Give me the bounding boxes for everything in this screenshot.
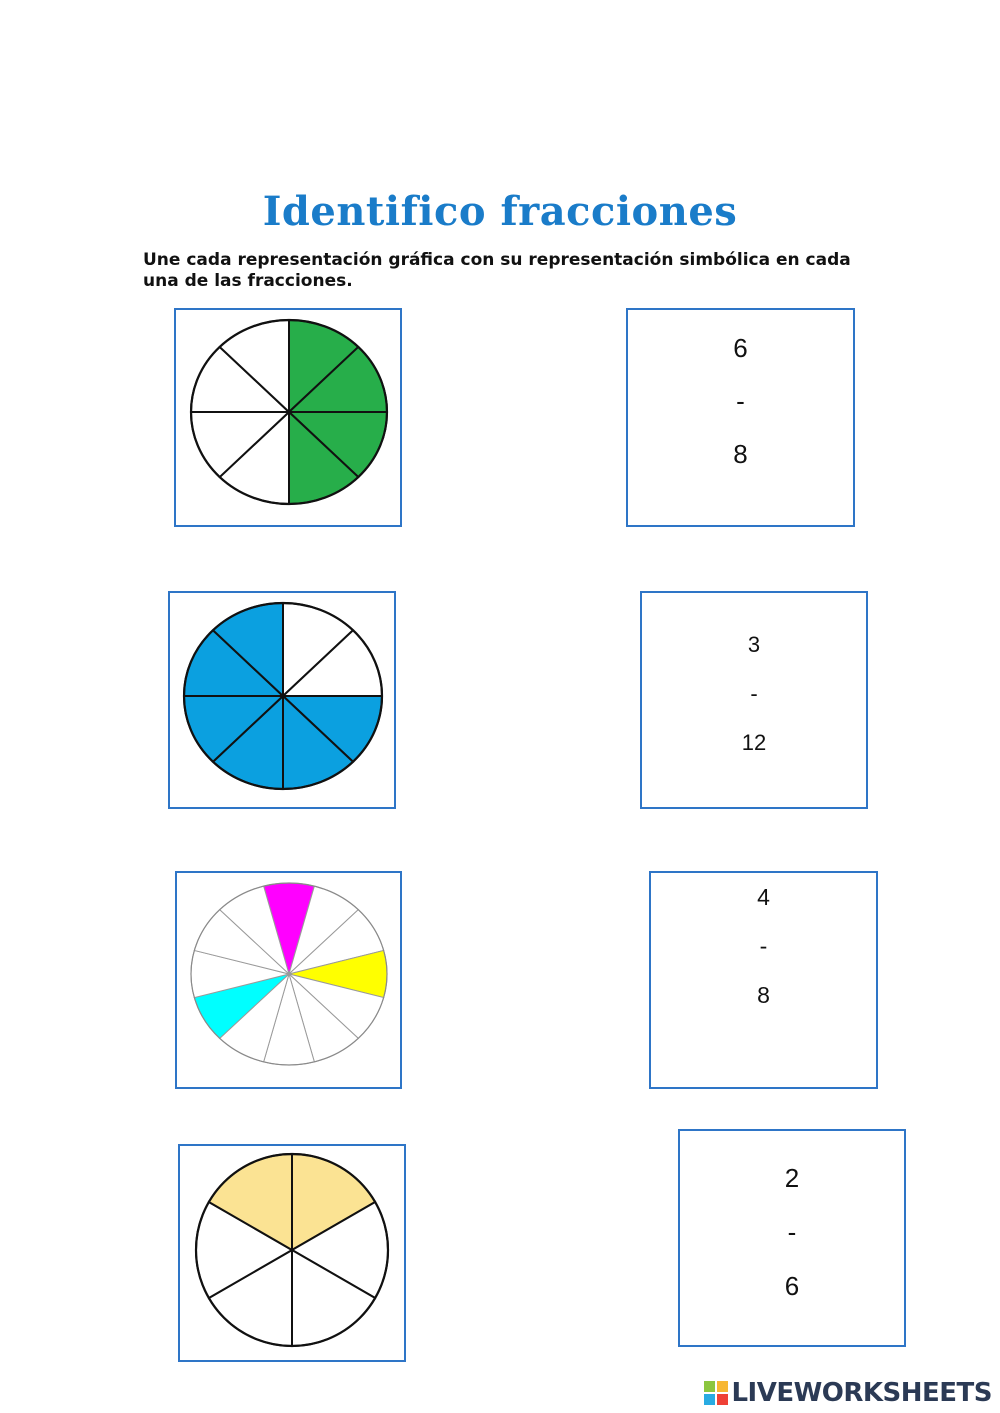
liveworksheets-logo-icon	[703, 1380, 729, 1406]
pie-box-2[interactable]	[168, 591, 396, 809]
pie-box-3[interactable]	[175, 871, 402, 1089]
fraction-bar: -	[736, 386, 745, 416]
fraction-numerator: 2	[784, 1163, 800, 1193]
pie-chart-2	[182, 601, 384, 791]
fraction-numerator: 3	[747, 632, 761, 657]
brand-text: LIVEWORKSHEETS	[731, 1378, 992, 1408]
brand-footer	[703, 1379, 992, 1407]
fraction-denominator: 6	[784, 1271, 800, 1301]
pie-chart-4	[194, 1152, 390, 1348]
fraction-bar: -	[750, 681, 758, 706]
fraction-box-4[interactable]	[678, 1129, 906, 1347]
pie-chart-1	[189, 318, 389, 506]
fraction-denominator: 8	[733, 439, 748, 469]
fraction-box-1[interactable]	[626, 308, 855, 527]
pie-box-4[interactable]	[178, 1144, 406, 1362]
fraction-bar: -	[787, 1217, 797, 1247]
pie-chart-3	[189, 881, 389, 1067]
fraction-bar: -	[759, 933, 768, 959]
fraction-numerator: 4	[757, 884, 770, 910]
fraction-box-2[interactable]	[640, 591, 868, 809]
fraction-denominator: 12	[741, 730, 767, 755]
fraction-box-3[interactable]	[649, 871, 878, 1089]
page-title: Identifico fracciones	[262, 188, 738, 235]
instructions: Une cada representación gráfica con su representación simbólica en cada una de las fracciones.	[143, 250, 851, 291]
fraction-denominator: 8	[757, 982, 770, 1008]
fraction-numerator: 6	[733, 333, 748, 363]
pie-box-1[interactable]	[174, 308, 402, 527]
